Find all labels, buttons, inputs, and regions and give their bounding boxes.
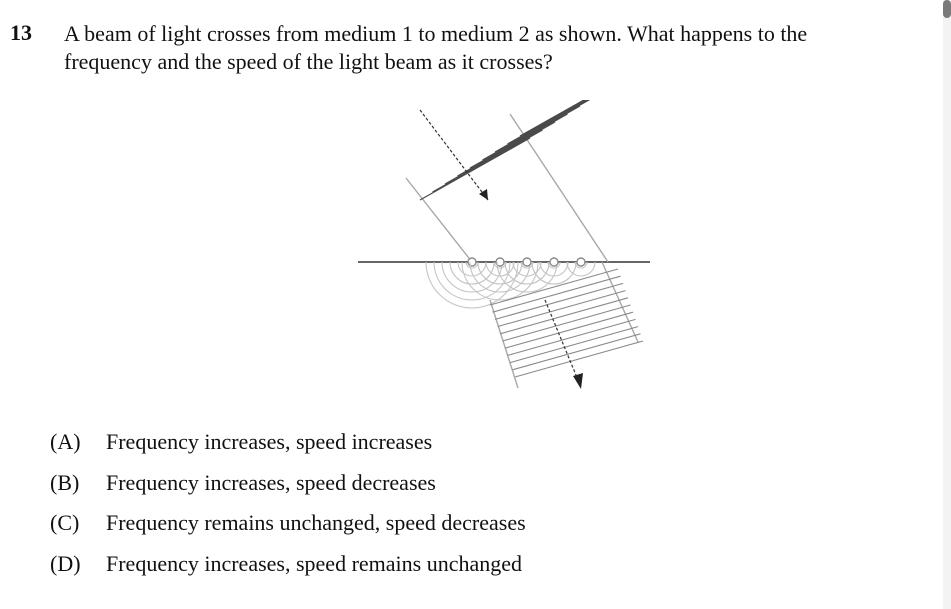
wavelet-source-point bbox=[468, 258, 476, 266]
wavelet-source-point bbox=[523, 258, 531, 266]
refraction-diagram bbox=[340, 100, 670, 400]
refracted-wavefront bbox=[503, 305, 631, 341]
option-text: Frequency increases, speed increases bbox=[106, 429, 433, 454]
option-letter: (B) bbox=[50, 469, 80, 495]
incident-wavefront bbox=[433, 130, 543, 192]
refracted-wavefront bbox=[493, 276, 621, 312]
refracted-wavefront bbox=[505, 312, 633, 348]
incident-beam-edge bbox=[406, 178, 472, 262]
question-text: A beam of light crosses from medium 1 to medium 2 as shown. What happens to the frequency and the speed of the light beam as it crosses? bbox=[64, 21, 808, 74]
option-a[interactable] bbox=[50, 426, 526, 467]
incident-wavefront bbox=[445, 122, 555, 184]
option-text: Frequency increases, speed decreases bbox=[106, 469, 436, 495]
wavelet-source-point bbox=[550, 258, 558, 266]
option-text: Frequency remains unchanged, speed decreases bbox=[106, 510, 526, 535]
question-number: 13 bbox=[10, 20, 32, 45]
refracted-ray-arrowhead bbox=[573, 373, 583, 389]
incident-wavefront bbox=[458, 114, 568, 176]
refracted-beam-edge bbox=[602, 262, 638, 342]
refracted-wavefront bbox=[500, 298, 628, 334]
option-letter: (A) bbox=[50, 429, 81, 454]
refracted-wavefront bbox=[510, 327, 638, 363]
scrollbar[interactable] bbox=[943, 0, 951, 609]
refracted-wavefront bbox=[508, 319, 636, 355]
incident-ray bbox=[420, 110, 488, 200]
option-letter: (C) bbox=[50, 510, 80, 535]
refracted-wavefront bbox=[515, 341, 643, 377]
option-d[interactable] bbox=[50, 548, 526, 589]
answer-options bbox=[50, 426, 526, 588]
option-letter: (D) bbox=[50, 550, 81, 576]
wavelet-source-point bbox=[577, 258, 585, 266]
incident-wavefront bbox=[420, 138, 530, 200]
scrollbar-thumb[interactable] bbox=[943, 0, 951, 18]
incident-wavefront bbox=[470, 106, 580, 168]
option-text: Frequency increases, speed remains unchanged bbox=[106, 550, 523, 576]
refracted-wavefront bbox=[513, 334, 641, 370]
option-c[interactable] bbox=[50, 507, 526, 548]
option-b[interactable] bbox=[50, 467, 526, 508]
refracted-beam-edge bbox=[490, 300, 518, 388]
